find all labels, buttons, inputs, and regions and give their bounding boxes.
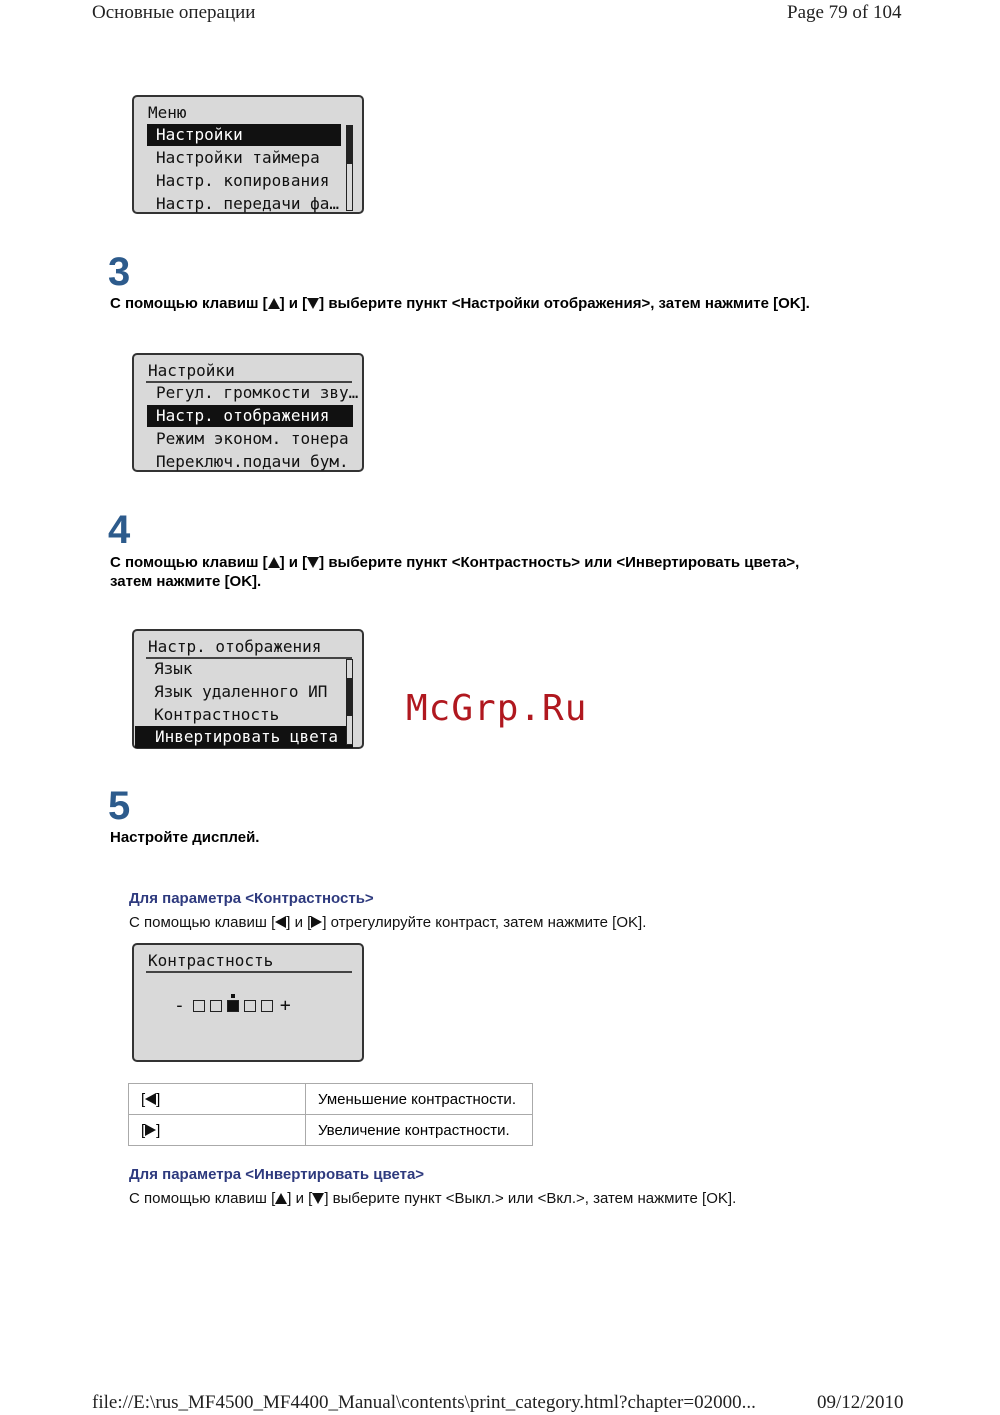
lcd-title: Меню [148,103,187,122]
lcd-display-settings-screen [132,629,364,749]
lcd-row-selected: Инвертировать цвета [135,726,353,748]
step-number: 4 [108,508,131,552]
instruction-text: затем нажмите [OK]. [110,573,262,590]
contrast-scale [174,995,291,1016]
instruction-text: ] отрегулируйте контраст, затем нажмите [OK]. [322,914,647,931]
lcd-row-selected: Настр. отображения [147,405,353,427]
instruction-text: ] выберите пункт <Контрастность> или <Инвертировать цвета>, [319,554,800,571]
lcd-title: Настр. отображения [148,637,322,656]
table-row [129,1115,533,1146]
contrast-box [193,1000,205,1012]
lcd-row: Режим эконом. тонера [156,429,349,448]
lcd-row: Настр. передачи фа… [156,194,340,213]
watermark: McGrp.Ru [406,688,588,729]
lcd-scrollbar-thumb [347,678,352,716]
header-section-title: Основные операции [92,2,256,23]
description-cell: Уменьшение контрастности. [306,1084,533,1115]
down-arrow-icon [307,557,319,568]
up-arrow-icon [268,557,280,568]
lcd-title: Контрастность [148,951,274,970]
contrast-boxes [193,1000,278,1012]
header-page-number: Page 79 of 104 [787,2,902,23]
down-arrow-icon [307,298,319,309]
lcd-menu-screen [132,95,364,214]
down-arrow-icon [312,1193,324,1204]
instruction-text: С помощью клавиш [ [129,1190,276,1207]
instruction-text: ] и [ [287,1190,313,1207]
contrast-minus: - [174,995,185,1016]
key-cell: [ ] [129,1115,306,1146]
contrast-plus: + [279,995,291,1016]
lcd-title-divider [146,971,352,973]
right-arrow-icon [145,1124,156,1136]
subsection-instruction [129,914,646,931]
subsection-title: Для параметра <Контрастность> [129,890,374,907]
right-arrow-icon [311,916,322,928]
lcd-row: Переключ.подачи бум. [156,452,349,471]
contrast-box [261,1000,273,1012]
lcd-row: Настройки таймера [156,148,320,167]
description-cell: Увеличение контрастности. [306,1115,533,1146]
keys-table [128,1083,533,1146]
step-instruction [110,294,910,313]
lcd-row-selected: Настройки [147,124,341,146]
instruction-text: ] выберите пункт <Выкл.> или <Вкл.>, затем нажмите [OK]. [324,1190,737,1207]
footer-date: 09/12/2010 [817,1392,904,1413]
subsection-instruction [129,1190,736,1207]
instruction-text: С помощью клавиш [ [110,295,268,312]
instruction-text: ] и [ [279,554,308,571]
left-arrow-icon [275,916,286,928]
lcd-row: Настр. копирования [156,171,330,190]
instruction-text: С помощью клавиш [ [110,554,268,571]
instruction-text: ] и [ [279,295,308,312]
lcd-scrollbar-thumb [347,126,352,164]
lcd-scrollbar [346,659,353,745]
up-arrow-icon [268,298,280,309]
step-instruction [110,553,910,591]
up-arrow-icon [275,1193,287,1204]
lcd-row: Регул. громкости зву… [156,383,359,402]
lcd-row: Язык [154,659,193,678]
lcd-row: Контрастность [154,705,280,724]
instruction-text: ] и [ [286,914,312,931]
lcd-row: Язык удаленного ИП [154,682,328,701]
contrast-box-current [227,1000,239,1012]
lcd-scrollbar [346,125,353,211]
lcd-title: Настройки [148,361,235,380]
lcd-contrast-screen [132,943,364,1062]
subsection-title: Для параметра <Инвертировать цвета> [129,1166,425,1183]
step-number: 3 [108,250,131,294]
instruction-text: ] выберите пункт <Настройки отображения>, затем нажмите [OK]. [319,295,810,312]
footer-file-path: file://E:\rus_MF4500_MF4400_Manual\contents\print_category.html?chapter=02000... [92,1392,756,1413]
lcd-settings-screen [132,353,364,472]
left-arrow-icon [145,1093,156,1105]
table-row [129,1084,533,1115]
key-cell: [ ] [129,1084,306,1115]
contrast-box [210,1000,222,1012]
step-instruction: Настройте дисплей. [110,829,260,846]
contrast-box [244,1000,256,1012]
instruction-text: С помощью клавиш [ [129,914,276,931]
step-number: 5 [108,784,131,828]
